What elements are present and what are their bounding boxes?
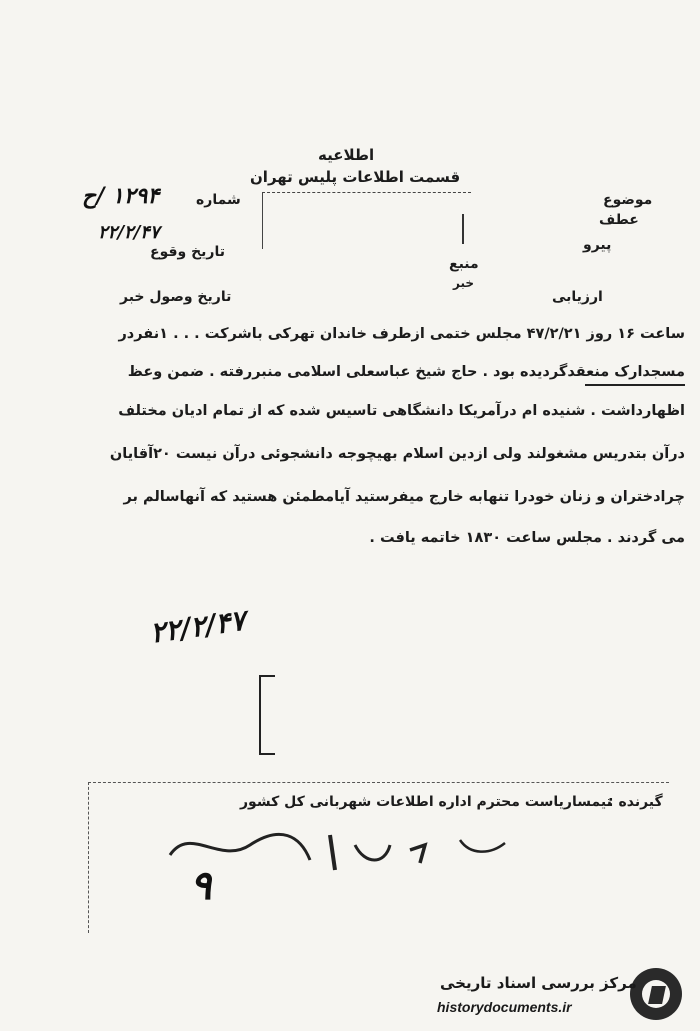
evaluation-label: ارزیابی bbox=[552, 289, 603, 305]
body-line-2: مسجدارک منعقدگردیده بود . حاج شیخ عباسعلی اسلامی منبررفته . ضمن وعظ bbox=[127, 364, 685, 380]
event-date-value: ۲۲/۲/۴۷ bbox=[98, 222, 160, 243]
body-line-4: درآن بتدریس مشغولند ولی ازدین اسلام بهیچوجه دانشجوئی درآن نیست ۲۰آقایان bbox=[109, 446, 685, 462]
subject-label: موضوع bbox=[603, 192, 653, 208]
report-date-label: تاریخ وصول خبر bbox=[120, 289, 232, 305]
body-line-1: ساعت ۱۶ روز ۴۷/۲/۲۱ مجلس ختمی ازطرف خاندان تهرکی باشرکت . . . ۱نفردر bbox=[118, 326, 685, 342]
stamp-box bbox=[262, 192, 471, 249]
underline-mark bbox=[585, 384, 685, 386]
handwritten-scribble bbox=[160, 815, 520, 875]
number-value: ۱۲۹۴ /ح bbox=[82, 183, 160, 209]
department-name: قسمت اطلاعات پلیس تهران bbox=[250, 168, 461, 186]
document-title: اطلاعیه bbox=[318, 146, 375, 164]
body-line-6: می گردند . مجلس ساعت ۱۸۳۰ خاتمه یافت . bbox=[369, 530, 685, 546]
handwritten-date: ۲۲/۲/۴۷ bbox=[148, 603, 248, 650]
footer-url: historydocuments.ir bbox=[437, 999, 572, 1015]
source-divider bbox=[462, 214, 464, 244]
event-date-label: تاریخ وقوع bbox=[150, 244, 226, 260]
footer-logo-icon bbox=[630, 968, 682, 1020]
number-label: شماره bbox=[196, 192, 241, 208]
recipient-label: گیرنده : bbox=[608, 794, 663, 810]
body-line-3: اظهارداشت . شنیده ام درآمریکا دانشگاهی تاسیس شده که از تمام ادیان مختلف bbox=[118, 403, 685, 419]
footer-org-name: مرکز بررسی اسناد تاریخی bbox=[440, 974, 637, 992]
recipient-text: تیمساریاست محترم اداره اطلاعات شهربانی کل کشور bbox=[240, 794, 612, 810]
handwritten-number: ۹ bbox=[190, 862, 212, 909]
bracket-mark bbox=[259, 675, 275, 755]
source-sub-label: خبر bbox=[453, 276, 475, 290]
subject-value: عطف bbox=[599, 212, 639, 228]
source-label: منبع bbox=[449, 256, 479, 272]
reference-label: پیرو bbox=[583, 237, 612, 253]
body-line-5: چرادختران و زنان خودرا تنهابه خارج میفرستید آیامطمئن هستید که آنهاسالم بر bbox=[123, 489, 685, 505]
